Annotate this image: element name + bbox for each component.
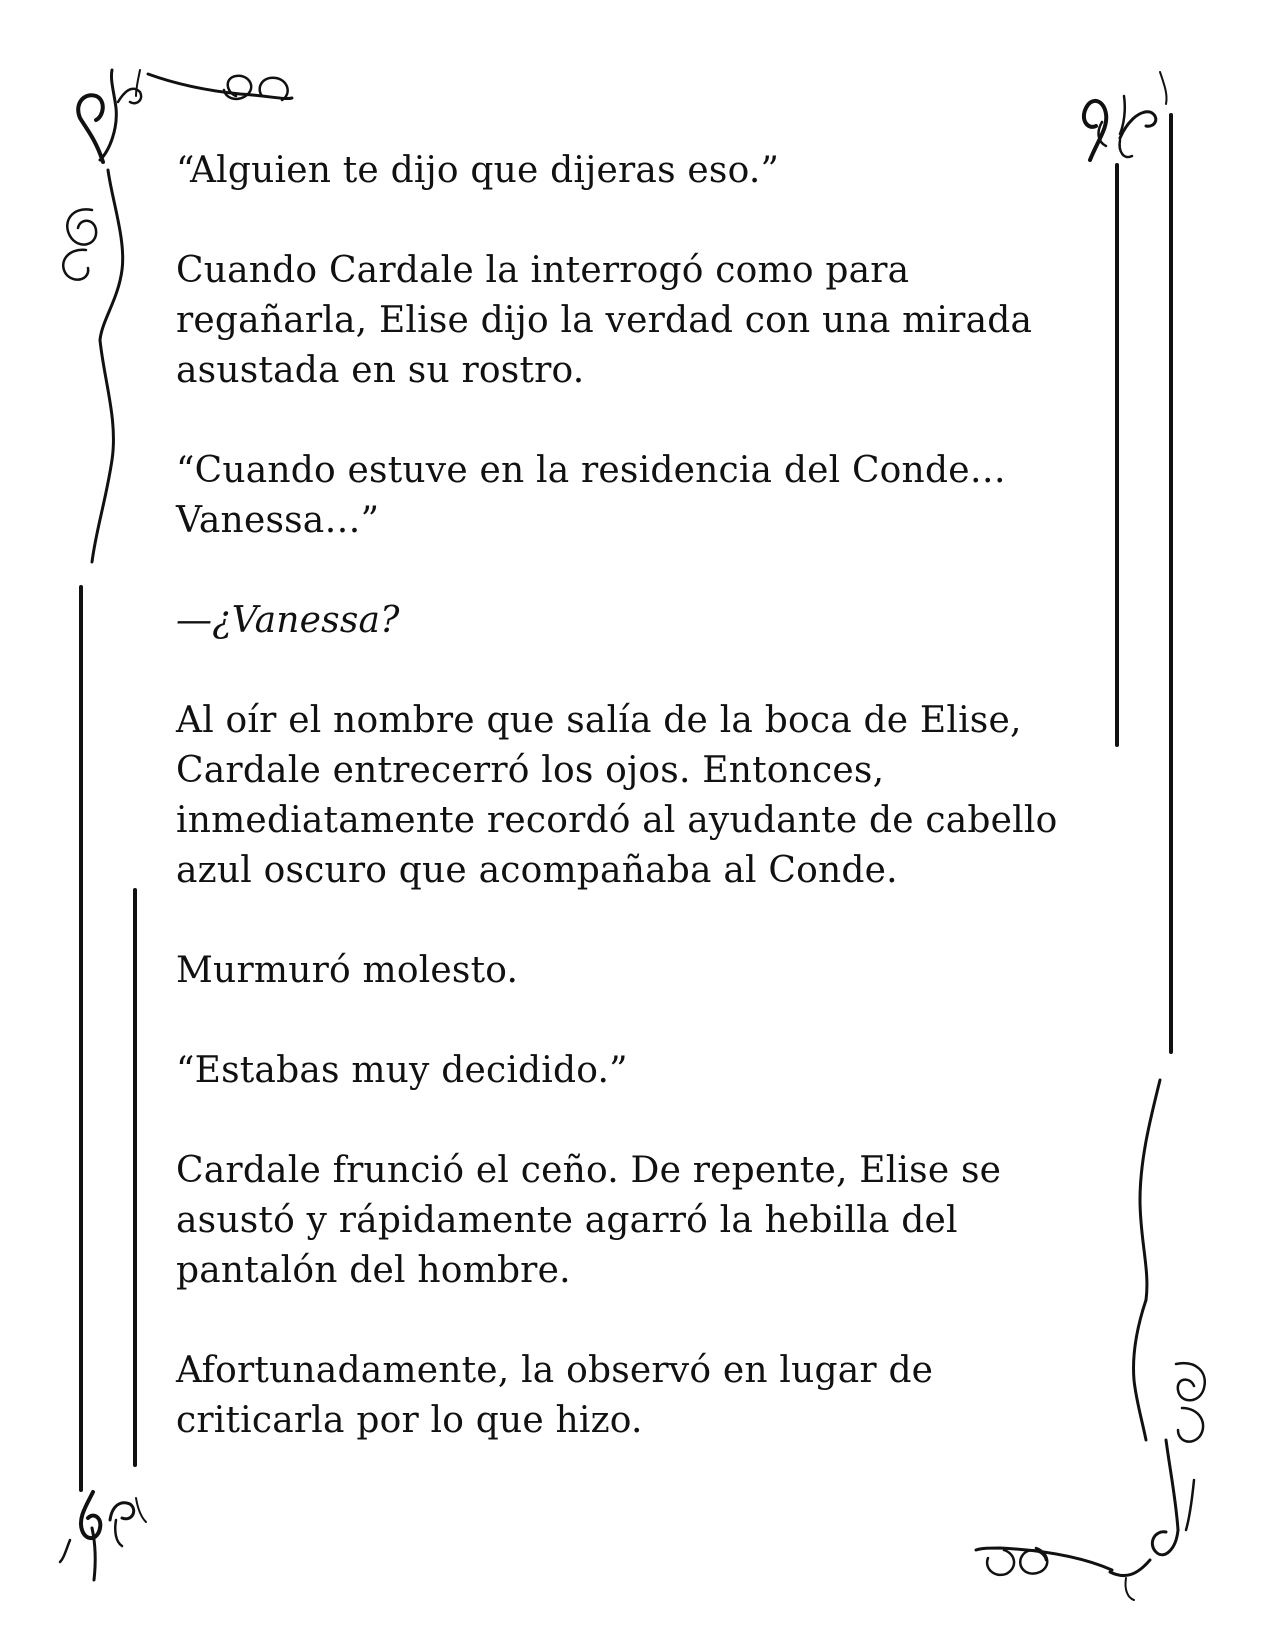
paragraph-italic: —¿Vanessa?: [176, 600, 400, 641]
paragraph: Cuando Cardale la interrogó como para regañarla, Elise dijo la verdad con una mirada asustada en su rostro.: [176, 250, 1033, 391]
flourish-bottom-left-icon: [60, 1492, 146, 1580]
paragraph: Murmuró molesto.: [176, 950, 519, 991]
paragraph: “Alguien te dijo que dijeras eso.”: [176, 150, 780, 191]
paragraph: “Estabas muy decidido.”: [176, 1050, 628, 1091]
paragraph: Cardale frunció el ceño. De repente, Elise se asustó y rápidamente agarró la hebilla del pantalón del hombre.: [176, 1150, 1002, 1291]
paragraph: “Cuando estuve en la residencia del Conde… Vanessa…”: [176, 450, 1006, 541]
page-text: [176, 146, 1106, 1446]
paragraph: Al oír el nombre que salía de la boca de Elise, Cardale entrecerró los ojos. Entonces, inmediatamente recordó al ayudante de cabello azul oscuro que acompañaba al Conde.: [176, 700, 1058, 891]
paragraph: Afortunadamente, la observó en lugar de criticarla por lo que hizo.: [176, 1350, 934, 1441]
